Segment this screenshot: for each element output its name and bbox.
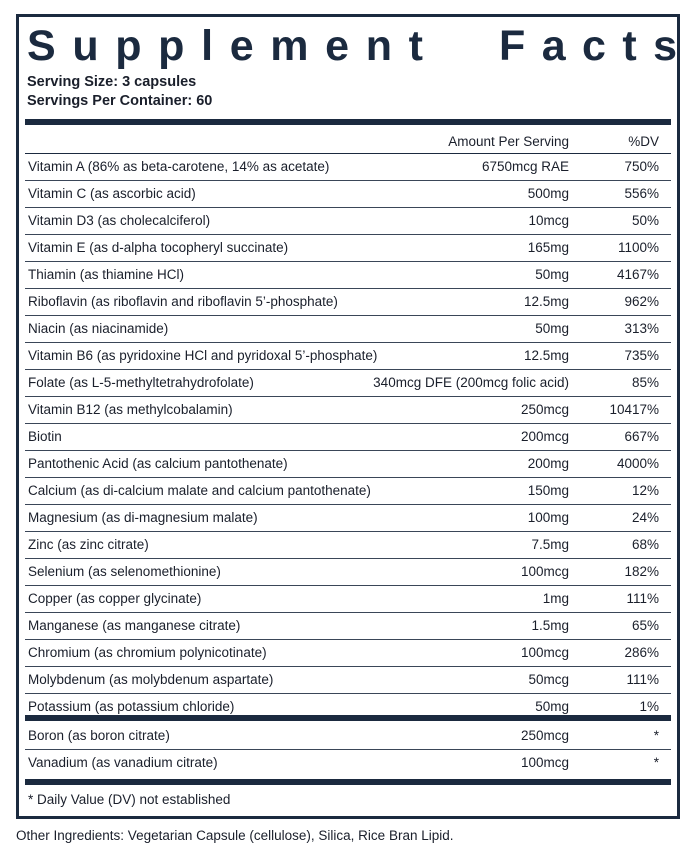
nutrient-amount: 50mcg <box>528 672 569 687</box>
nutrient-dv: 286% <box>624 645 659 660</box>
nutrient-row <box>25 397 671 424</box>
nutrient-row <box>25 424 671 451</box>
nutrient-dv: 68% <box>631 537 659 552</box>
nutrient-dv: 111% <box>626 672 659 687</box>
nutrient-amount: 250mcg <box>520 402 569 417</box>
title-letter: S <box>27 22 56 70</box>
title-letter: t <box>408 22 423 70</box>
nutrient-name: Biotin <box>28 429 62 444</box>
nutrient-dv: 1100% <box>617 240 659 255</box>
nutrient-dv: 313% <box>624 321 659 336</box>
nutrient-amount: 12.5mg <box>523 348 569 363</box>
nutrient-row <box>25 667 671 694</box>
nutrient-row <box>25 750 671 776</box>
nutrient-row <box>25 640 671 667</box>
amount-header: Amount Per Serving <box>448 134 569 149</box>
table-header <box>25 130 671 154</box>
title-letter: s <box>653 22 677 70</box>
nutrient-name: Pantothenic Acid (as calcium pantothenate) <box>28 456 288 471</box>
servings-per-container: Servings Per Container: 60 <box>27 93 213 109</box>
supplement-facts-panel <box>16 14 680 819</box>
nutrient-row <box>25 262 671 289</box>
nutrient-name: Potassium (as potassium chloride) <box>28 699 235 714</box>
nutrient-row <box>25 505 671 532</box>
nutrient-dv: 4000% <box>616 456 659 471</box>
title-word-supplement <box>27 23 423 69</box>
nutrient-name: Thiamin (as thiamine HCl) <box>28 267 185 282</box>
thick-divider-top <box>25 119 671 125</box>
title-letter: l <box>201 22 214 70</box>
title-letter: e <box>229 22 254 70</box>
thick-divider-middle <box>25 715 671 721</box>
nutrient-dv: 1% <box>639 699 659 714</box>
nutrient-amount: 50mg <box>535 267 569 282</box>
nutrient-name: Vitamin D3 (as cholecalciferol) <box>28 213 211 228</box>
nutrient-row <box>25 723 671 750</box>
nutrient-name: Calcium (as di-calcium malate and calcium pantothenate) <box>28 483 371 498</box>
nutrient-amount: 200mg <box>527 456 569 471</box>
nutrient-name: Boron (as boron citrate) <box>28 728 170 743</box>
nutrient-amount: 1.5mg <box>531 618 569 633</box>
nutrient-dv: 4167% <box>616 267 659 282</box>
title-letter: n <box>365 22 392 70</box>
nutrient-row <box>25 154 671 181</box>
nutrient-name: Vitamin C (as ascorbic acid) <box>28 186 196 201</box>
nutrient-name: Vitamin B12 (as methylcobalamin) <box>28 402 233 417</box>
nutrient-dv: 111% <box>626 591 659 606</box>
nutrient-amount: 100mg <box>527 510 569 525</box>
nutrient-name: Folate (as L-5-methyltetrahydrofolate) <box>28 375 254 390</box>
nutrient-name: Vitamin E (as d-alpha tocopheryl succinate) <box>28 240 289 255</box>
nutrient-dv: * <box>653 755 659 770</box>
nutrient-name: Molybdenum (as molybdenum aspartate) <box>28 672 274 687</box>
nutrient-amount: 12.5mg <box>523 294 569 309</box>
nutrient-name: Niacin (as niacinamide) <box>28 321 169 336</box>
nutrient-dv: 735% <box>624 348 659 363</box>
nutrient-dv: 12% <box>631 483 659 498</box>
nutrient-name: Magnesium (as di-magnesium malate) <box>28 510 258 525</box>
nutrient-amount: 1mg <box>542 591 569 606</box>
title-letter: p <box>158 22 185 70</box>
nutrient-row <box>25 289 671 316</box>
nutrient-name: Vitamin A (86% as beta-carotene, 14% as acetate) <box>28 159 330 174</box>
title-letter: p <box>115 22 142 70</box>
title-letter: a <box>541 22 566 70</box>
nutrient-row <box>25 613 671 640</box>
nutrient-row <box>25 559 671 586</box>
nutrient-dv: 667% <box>624 429 659 444</box>
nutrient-row <box>25 316 671 343</box>
nutrient-name: Vitamin B6 (as pyridoxine HCl and pyridoxal 5’-phosphate) <box>28 348 378 363</box>
nutrient-dv: 962% <box>624 294 659 309</box>
title-letter: F <box>499 22 526 70</box>
nutrient-name: Riboflavin (as riboflavin and riboflavin 5’-phosphate) <box>28 294 338 309</box>
nutrient-row <box>25 586 671 613</box>
nutrient-name: Selenium (as selenomethionine) <box>28 564 221 579</box>
nutrient-name: Vanadium (as vanadium citrate) <box>28 755 218 770</box>
serving-size: Serving Size: 3 capsules <box>27 74 197 90</box>
nutrient-dv: 24% <box>631 510 659 525</box>
nutrient-row <box>25 370 671 397</box>
nutrient-name: Copper (as copper glycinate) <box>28 591 202 606</box>
nutrient-amount: 6750mcg RAE <box>481 159 569 174</box>
title-letter: c <box>582 22 606 70</box>
nutrient-amount: 340mcg DFE (200mcg folic acid) <box>373 375 569 390</box>
nutrient-name: Manganese (as manganese citrate) <box>28 618 241 633</box>
nutrient-dv: 182% <box>624 564 659 579</box>
nutrient-row <box>25 451 671 478</box>
title-letter: m <box>270 22 309 70</box>
title-letter: u <box>72 22 99 70</box>
other-ingredients: Other Ingredients: Vegetarian Capsule (cellulose), Silica, Rice Bran Lipid. <box>16 828 454 843</box>
nutrient-dv: 10417% <box>609 402 659 417</box>
title-word-facts <box>499 23 677 69</box>
thick-divider-bottom <box>25 779 671 785</box>
nutrient-amount: 50mg <box>535 321 569 336</box>
nutrient-row <box>25 478 671 505</box>
nutrient-dv: 750% <box>624 159 659 174</box>
nutrient-dv: 556% <box>624 186 659 201</box>
serving-info <box>27 73 212 111</box>
nutrient-amount: 165mg <box>527 240 569 255</box>
nutrient-dv: 65% <box>631 618 659 633</box>
nutrient-row <box>25 235 671 262</box>
nutrient-amount: 150mg <box>527 483 569 498</box>
nutrient-row <box>25 208 671 235</box>
title-letter: t <box>622 22 637 70</box>
dv-footnote: * Daily Value (DV) not established <box>28 792 231 807</box>
nutrient-row <box>25 343 671 370</box>
nutrient-amount: 10mcg <box>528 213 569 228</box>
nutrient-dv: * <box>653 728 659 743</box>
dv-header: %DV <box>628 134 659 149</box>
panel-title <box>27 23 677 69</box>
nutrient-amount: 100mcg <box>520 645 569 660</box>
nutrient-rows <box>25 154 671 720</box>
nutrient-row <box>25 181 671 208</box>
nutrient-amount: 500mg <box>527 186 569 201</box>
nutrient-name: Zinc (as zinc citrate) <box>28 537 149 552</box>
nutrient-amount: 100mcg <box>520 755 569 770</box>
title-letter: e <box>325 22 350 70</box>
nutrient-dv: 50% <box>631 213 659 228</box>
nutrient-amount: 250mcg <box>520 728 569 743</box>
nutrient-amount: 100mcg <box>520 564 569 579</box>
nutrient-amount: 200mcg <box>520 429 569 444</box>
nutrient-amount: 7.5mg <box>531 537 569 552</box>
nutrient-name: Chromium (as chromium polynicotinate) <box>28 645 267 660</box>
nutrient-amount: 50mg <box>535 699 569 714</box>
nutrient-dv: 85% <box>631 375 659 390</box>
nutrient-row <box>25 532 671 559</box>
other-nutrient-rows <box>25 723 671 776</box>
